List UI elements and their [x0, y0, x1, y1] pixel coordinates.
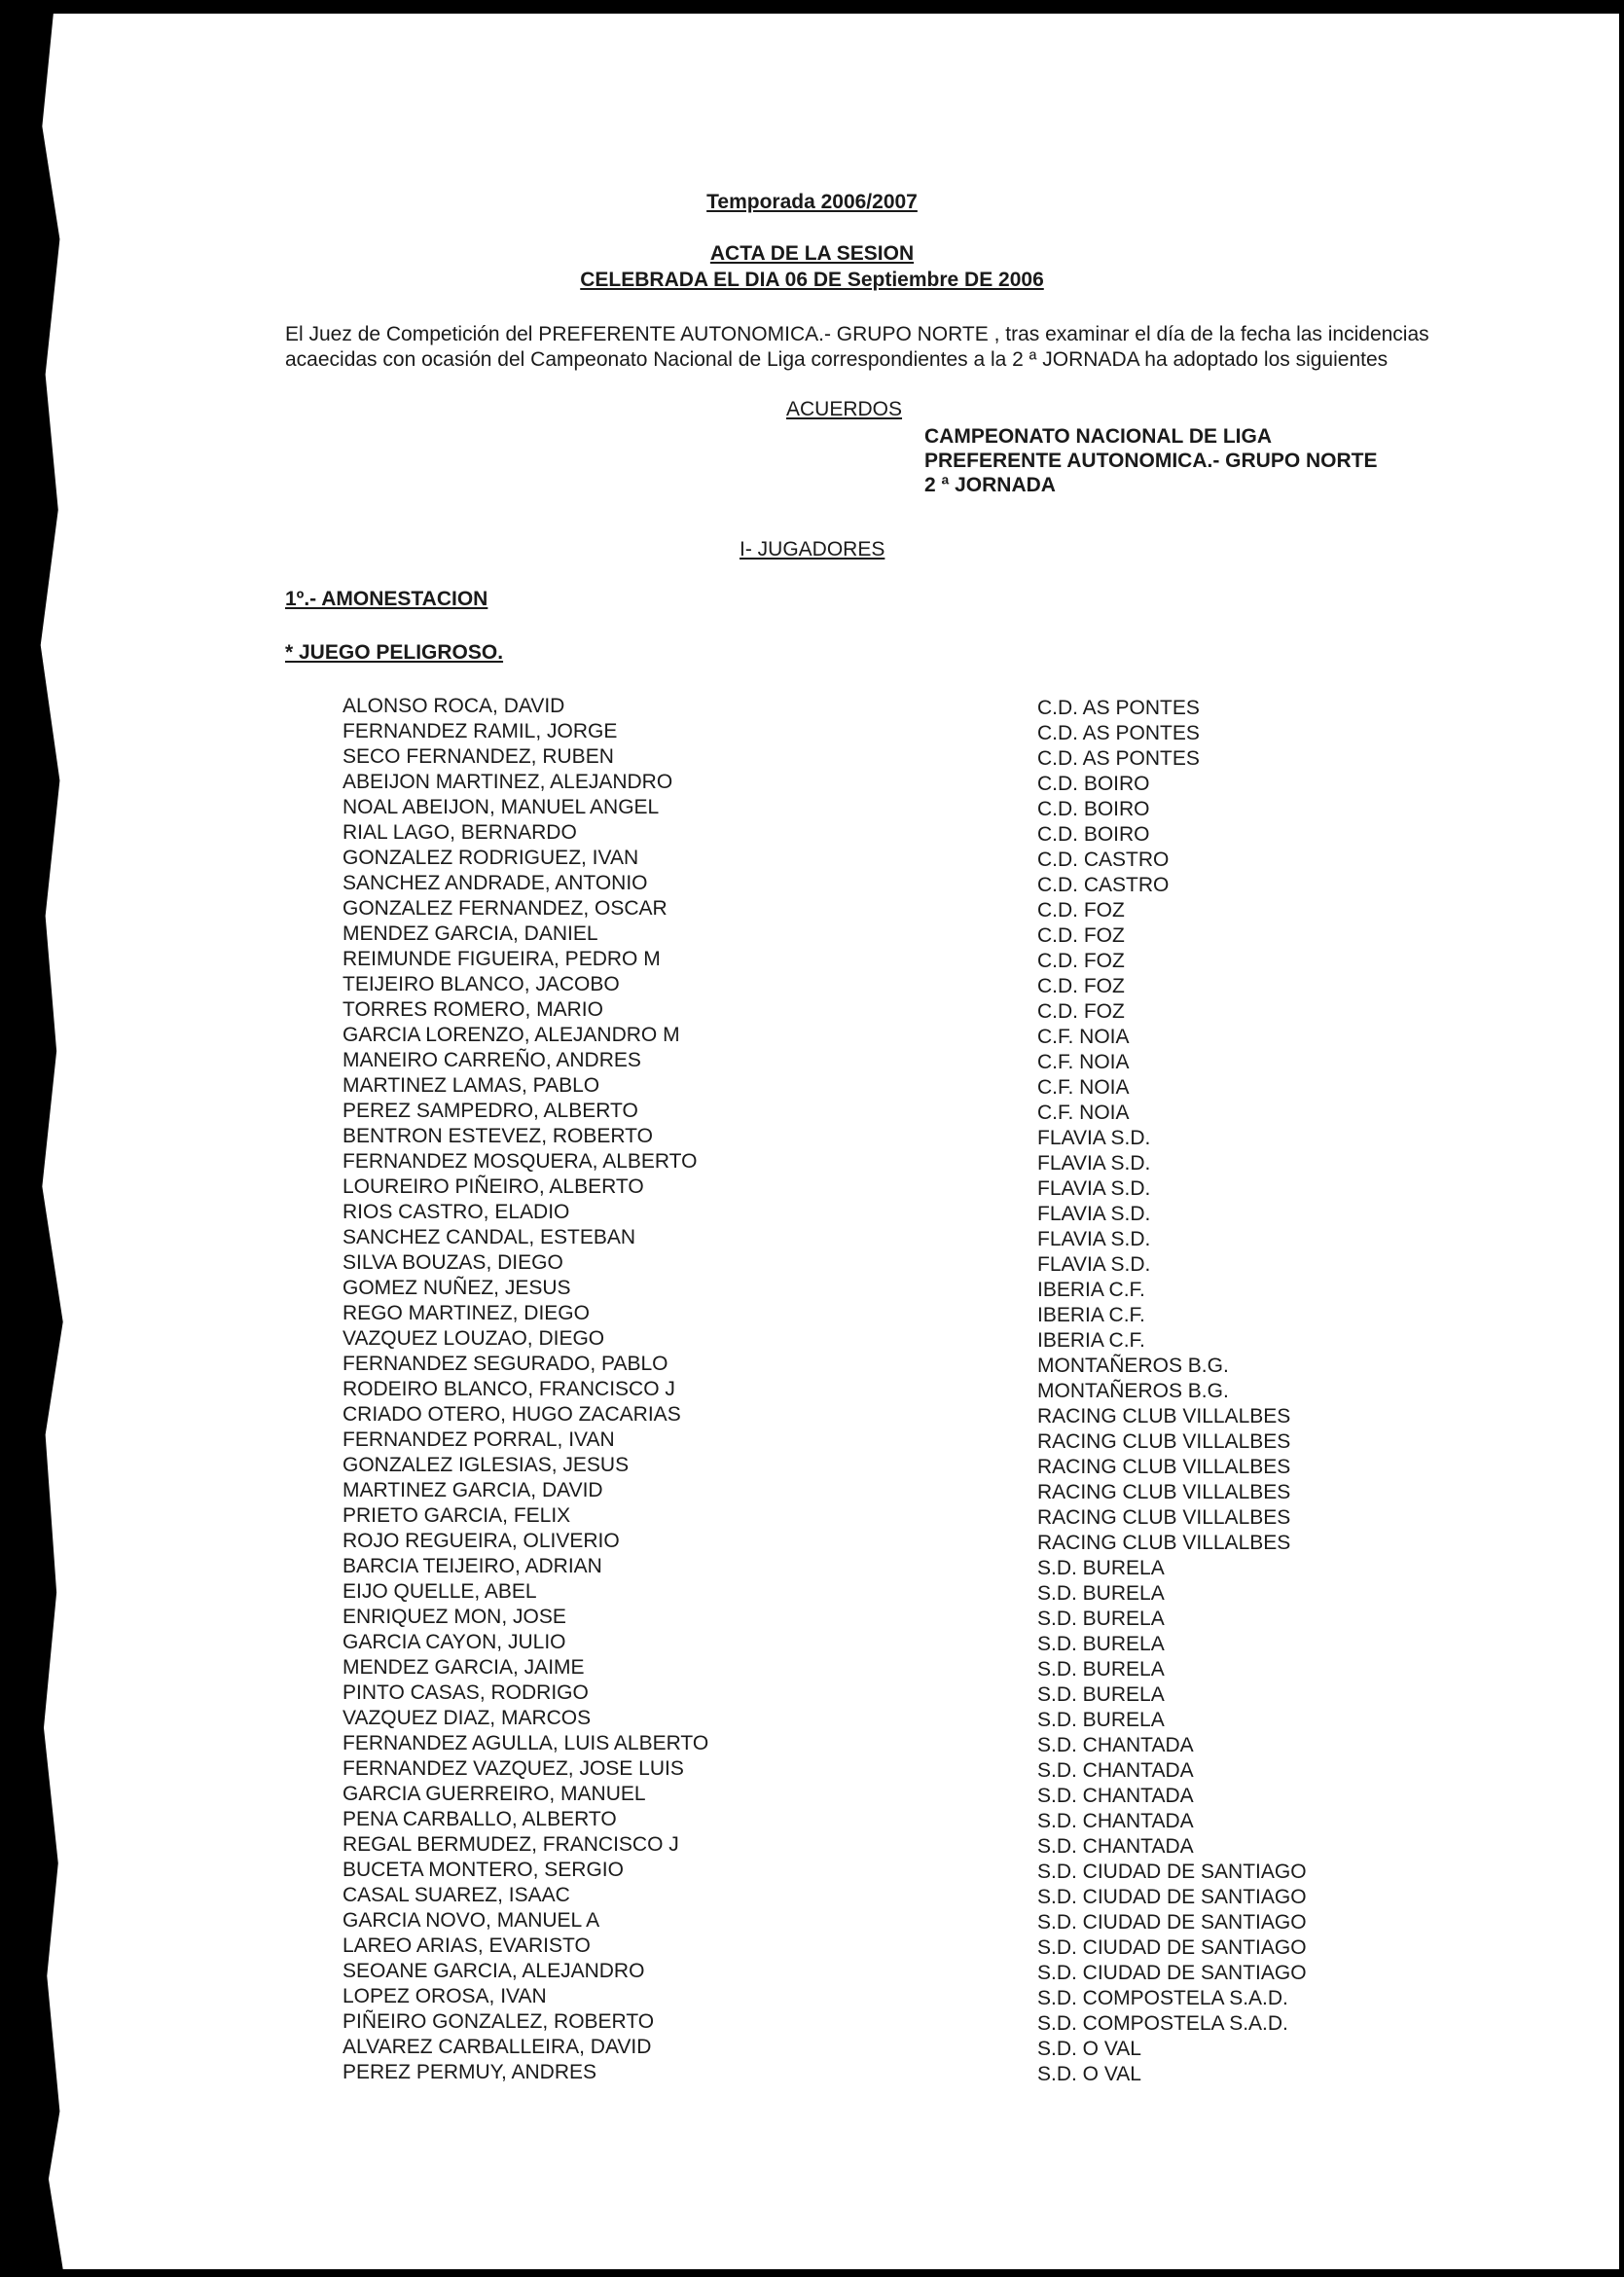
player-name: ALONSO ROCA, DAVID [343, 695, 565, 717]
list-item [0, 1225, 1624, 1250]
player-club: S.D. CIUDAD DE SANTIAGO [1037, 1886, 1307, 1908]
player-club: S.D. CHANTADA [1037, 1734, 1194, 1756]
player-name: FERNANDEZ PORRAL, IVAN [343, 1428, 615, 1451]
intro-line-2: acaecidas con ocasión del Campeonato Nacional de Liga correspondientes a la 2 ª JORNADA ha adoptado los siguientes [285, 348, 1389, 371]
player-name: LOUREIRO PIÑEIRO, ALBERTO [343, 1175, 644, 1198]
list-item [0, 1782, 1624, 1807]
player-name: REGAL BERMUDEZ, FRANCISCO J [343, 1833, 679, 1856]
player-name: SILVA BOUZAS, DIEGO [343, 1251, 563, 1274]
player-club: RACING CLUB VILLALBES [1037, 1481, 1291, 1503]
list-item [0, 694, 1624, 719]
player-club: C.D. AS PONTES [1037, 747, 1200, 770]
list-item [0, 922, 1624, 947]
player-club: S.D. BURELA [1037, 1608, 1165, 1630]
list-item [0, 972, 1624, 997]
competition-line-2: PREFERENTE AUTONOMICA.- GRUPO NORTE [924, 450, 1378, 472]
player-name: FERNANDEZ VAZQUEZ, JOSE LUIS [343, 1757, 684, 1780]
acta-date: CELEBRADA EL DIA 06 DE Septiembre DE 2006 [580, 269, 1044, 291]
intro-paragraph [285, 322, 1540, 373]
player-name: CASAL SUAREZ, ISAAC [343, 1884, 570, 1906]
player-club: C.D. BOIRO [1037, 773, 1150, 795]
player-name: GONZALEZ IGLESIAS, JESUS [343, 1454, 630, 1476]
player-club: S.D. COMPOSTELA S.A.D. [1037, 1987, 1288, 2009]
player-name: ALVAREZ CARBALLEIRA, DAVID [343, 2036, 652, 2058]
player-club: S.D. CHANTADA [1037, 1785, 1194, 1807]
intro-line-1: El Juez de Competición del PREFERENTE AUTONOMICA.- GRUPO NORTE , tras examinar el día de la fecha las incidencias [285, 323, 1429, 345]
player-name: TORRES ROMERO, MARIO [343, 998, 603, 1021]
player-name: PEREZ PERMUY, ANDRES [343, 2061, 597, 2083]
list-item [0, 1807, 1624, 1832]
player-club: S.D. BURELA [1037, 1557, 1165, 1579]
player-club: MONTAÑEROS B.G. [1037, 1355, 1229, 1377]
player-name: PINTO CASAS, RODRIGO [343, 1681, 589, 1704]
player-name: MENDEZ GARCIA, DANIEL [343, 922, 598, 945]
list-item [0, 2035, 1624, 2060]
player-club: C.D. AS PONTES [1037, 697, 1200, 719]
list-item [0, 1402, 1624, 1428]
list-item [0, 1655, 1624, 1681]
player-name: VAZQUEZ LOUZAO, DIEGO [343, 1327, 605, 1350]
player-club: RACING CLUB VILLALBES [1037, 1430, 1291, 1453]
acta-title: ACTA DE LA SESION [709, 242, 915, 265]
player-club: C.D. BOIRO [1037, 823, 1150, 846]
player-club: S.D. BURELA [1037, 1683, 1165, 1706]
player-club: FLAVIA S.D. [1037, 1228, 1151, 1250]
player-name: BUCETA MONTERO, SERGIO [343, 1859, 624, 1881]
list-item [0, 795, 1624, 820]
player-name: BARCIA TEIJEIRO, ADRIAN [343, 1555, 602, 1577]
player-club: C.F. NOIA [1037, 1051, 1130, 1073]
list-item [0, 1453, 1624, 1478]
list-item [0, 947, 1624, 972]
player-name: FERNANDEZ AGULLA, LUIS ALBERTO [343, 1732, 709, 1754]
list-item [0, 1023, 1624, 1048]
player-name: CRIADO OTERO, HUGO ZACARIAS [343, 1403, 681, 1426]
player-club: C.F. NOIA [1037, 1076, 1130, 1099]
player-name: GARCIA CAYON, JULIO [343, 1631, 566, 1653]
player-club: C.D. FOZ [1037, 975, 1125, 997]
player-name: RIAL LAGO, BERNARDO [343, 821, 577, 844]
list-item [0, 719, 1624, 744]
player-name: SEOANE GARCIA, ALEJANDRO [343, 1960, 645, 1982]
player-name: GOMEZ NUÑEZ, JESUS [343, 1277, 571, 1299]
player-name: VAZQUEZ DIAZ, MARCOS [343, 1707, 592, 1729]
list-item [0, 1099, 1624, 1124]
list-item [0, 1959, 1624, 1984]
player-name: RODEIRO BLANCO, FRANCISCO J [343, 1378, 675, 1400]
list-item [0, 1073, 1624, 1099]
player-name: ROJO REGUEIRA, OLIVERIO [343, 1530, 620, 1552]
player-club: C.D. FOZ [1037, 1000, 1125, 1023]
list-item [0, 1832, 1624, 1858]
list-item [0, 1756, 1624, 1782]
list-item [0, 1301, 1624, 1326]
player-club: RACING CLUB VILLALBES [1037, 1506, 1291, 1529]
list-item [0, 1377, 1624, 1402]
list-item [0, 820, 1624, 846]
list-item [0, 1149, 1624, 1175]
list-item [0, 1706, 1624, 1731]
list-item [0, 1605, 1624, 1630]
season-title: Temporada 2006/2007 [706, 191, 918, 213]
player-name: SECO FERNANDEZ, RUBEN [343, 745, 614, 768]
player-name: PENA CARBALLO, ALBERTO [343, 1808, 617, 1830]
player-name: RIOS CASTRO, ELADIO [343, 1201, 570, 1223]
player-name: ABEIJON MARTINEZ, ALEJANDRO [343, 771, 673, 793]
list-item [0, 1048, 1624, 1073]
player-name: EIJO QUELLE, ABEL [343, 1580, 537, 1603]
player-name: FERNANDEZ SEGURADO, PABLO [343, 1353, 668, 1375]
list-item [0, 871, 1624, 896]
player-name: GONZALEZ RODRIGUEZ, IVAN [343, 847, 639, 869]
player-name: SANCHEZ CANDAL, ESTEBAN [343, 1226, 636, 1248]
list-item [0, 896, 1624, 922]
player-club: C.D. FOZ [1037, 924, 1125, 947]
jugadores-heading: I- JUGADORES [740, 538, 885, 560]
player-name: GARCIA LORENZO, ALEJANDRO M [343, 1024, 680, 1046]
player-club: IBERIA C.F. [1037, 1279, 1145, 1301]
list-item [0, 1200, 1624, 1225]
list-item [0, 1478, 1624, 1503]
player-name: MENDEZ GARCIA, JAIME [343, 1656, 585, 1679]
player-club: C.D. BOIRO [1037, 798, 1150, 820]
player-club: S.D. BURELA [1037, 1633, 1165, 1655]
player-club: C.D. CASTRO [1037, 849, 1170, 871]
player-name: REIMUNDE FIGUEIRA, PEDRO M [343, 948, 661, 970]
list-item [0, 1276, 1624, 1301]
player-name: PRIETO GARCIA, FELIX [343, 1504, 571, 1527]
player-club: MONTAÑEROS B.G. [1037, 1380, 1229, 1402]
competition-line-3: 2 ª JORNADA [924, 474, 1056, 496]
player-club: IBERIA C.F. [1037, 1304, 1145, 1326]
player-club: RACING CLUB VILLALBES [1037, 1532, 1291, 1554]
player-name: GONZALEZ FERNANDEZ, OSCAR [343, 897, 668, 920]
player-club: FLAVIA S.D. [1037, 1127, 1151, 1149]
list-item [0, 2009, 1624, 2035]
player-club: C.D. AS PONTES [1037, 722, 1200, 744]
list-item [0, 1250, 1624, 1276]
list-item [0, 846, 1624, 871]
player-name: GARCIA NOVO, MANUEL A [343, 1909, 600, 1932]
player-club: C.D. FOZ [1037, 950, 1125, 972]
list-item [0, 770, 1624, 795]
player-name: MARTINEZ LAMAS, PABLO [343, 1074, 600, 1097]
list-item [0, 1883, 1624, 1908]
player-name: REGO MARTINEZ, DIEGO [343, 1302, 590, 1324]
list-item [0, 1503, 1624, 1529]
list-item [0, 1175, 1624, 1200]
competition-line-1: CAMPEONATO NACIONAL DE LIGA [924, 425, 1273, 448]
player-club: FLAVIA S.D. [1037, 1253, 1151, 1276]
player-name: MANEIRO CARREÑO, ANDRES [343, 1049, 641, 1071]
list-item [0, 1630, 1624, 1655]
player-club: RACING CLUB VILLALBES [1037, 1456, 1291, 1478]
competition-block [924, 424, 1378, 497]
player-club: C.D. FOZ [1037, 899, 1125, 922]
acuerdos-heading: ACUERDOS [786, 398, 903, 420]
player-name: PEREZ SAMPEDRO, ALBERTO [343, 1100, 638, 1122]
player-club: S.D. BURELA [1037, 1658, 1165, 1681]
player-club: FLAVIA S.D. [1037, 1203, 1151, 1225]
player-name: ENRIQUEZ MON, JOSE [343, 1606, 566, 1628]
player-club: S.D. O VAL [1037, 2063, 1141, 2085]
player-club: C.F. NOIA [1037, 1026, 1130, 1048]
player-club: FLAVIA S.D. [1037, 1152, 1151, 1175]
list-item [0, 1858, 1624, 1883]
player-club: S.D. BURELA [1037, 1709, 1165, 1731]
list-item [0, 1984, 1624, 2009]
player-club: S.D. CIUDAD DE SANTIAGO [1037, 1861, 1307, 1883]
list-item [0, 2060, 1624, 2085]
player-club: C.D. CASTRO [1037, 874, 1170, 896]
player-club: S.D. CHANTADA [1037, 1759, 1194, 1782]
list-item [0, 1934, 1624, 1959]
player-club: RACING CLUB VILLALBES [1037, 1405, 1291, 1428]
player-name: FERNANDEZ RAMIL, JORGE [343, 720, 618, 742]
player-club: IBERIA C.F. [1037, 1329, 1145, 1352]
list-item [0, 744, 1624, 770]
list-item [0, 1529, 1624, 1554]
list-item [0, 1579, 1624, 1605]
player-name: TEIJEIRO BLANCO, JACOBO [343, 973, 620, 995]
player-club: S.D. CIUDAD DE SANTIAGO [1037, 1936, 1307, 1959]
player-list [0, 694, 1624, 2085]
player-club: S.D. CHANTADA [1037, 1835, 1194, 1858]
list-item [0, 1352, 1624, 1377]
player-name: BENTRON ESTEVEZ, ROBERTO [343, 1125, 653, 1147]
player-club: C.F. NOIA [1037, 1102, 1130, 1124]
player-club: FLAVIA S.D. [1037, 1177, 1151, 1200]
list-item [0, 1124, 1624, 1149]
player-name: MARTINEZ GARCIA, DAVID [343, 1479, 603, 1501]
player-club: S.D. CIUDAD DE SANTIAGO [1037, 1962, 1307, 1984]
list-item [0, 1326, 1624, 1352]
player-name: PIÑEIRO GONZALEZ, ROBERTO [343, 2010, 655, 2033]
player-name: NOAL ABEIJON, MANUEL ANGEL [343, 796, 660, 818]
player-name: GARCIA GUERREIRO, MANUEL [343, 1783, 646, 1805]
list-item [0, 997, 1624, 1023]
player-club: S.D. COMPOSTELA S.A.D. [1037, 2012, 1288, 2035]
player-club: S.D. CIUDAD DE SANTIAGO [1037, 1911, 1307, 1934]
player-name: FERNANDEZ MOSQUERA, ALBERTO [343, 1150, 698, 1173]
list-item [0, 1681, 1624, 1706]
list-item [0, 1731, 1624, 1756]
player-club: S.D. BURELA [1037, 1582, 1165, 1605]
amonestacion-heading: 1º.- AMONESTACION [285, 588, 488, 610]
list-item [0, 1908, 1624, 1934]
player-name: LOPEZ OROSA, IVAN [343, 1985, 547, 2007]
player-name: SANCHEZ ANDRADE, ANTONIO [343, 872, 648, 894]
player-name: LAREO ARIAS, EVARISTO [343, 1934, 591, 1957]
list-item [0, 1554, 1624, 1579]
player-club: S.D. CHANTADA [1037, 1810, 1194, 1832]
player-club: S.D. O VAL [1037, 2038, 1141, 2060]
list-item [0, 1428, 1624, 1453]
juego-peligroso-heading: * JUEGO PELIGROSO. [285, 641, 504, 664]
